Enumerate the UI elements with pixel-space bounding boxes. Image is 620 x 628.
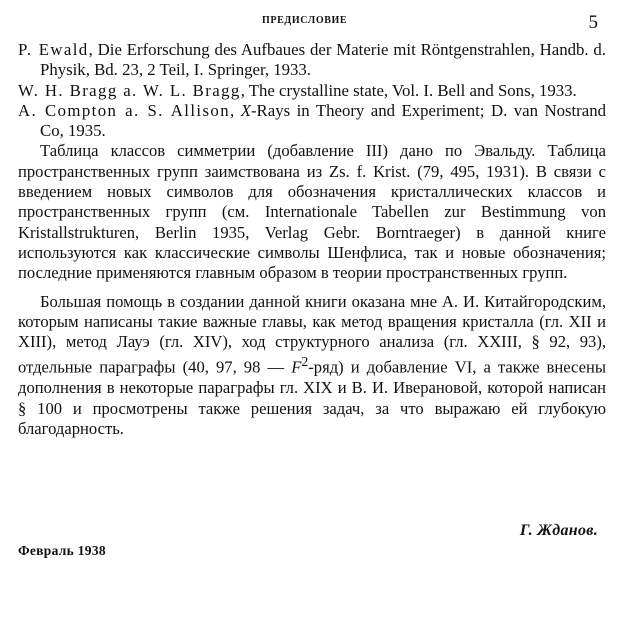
paragraph-acknowledgements xyxy=(18,292,606,440)
reference-bragg xyxy=(18,81,606,101)
running-head xyxy=(0,12,620,32)
paragraph-symmetry-tables: Таблица классов симметрии (добавление III) дано по Эвальду. Таблица пространственных групп заимствована из Zs. f. Krist. (79, 495, 1931). В связи с введением новых символов для обозначения кристаллических классов и пространственных групп (см. Internationale Tabellen zur Bestimmung von Kristallstrukturen, Berlin 1935, Verlag Gebr. Borntraeger) в данной книге используются как классические символы Шенфлиса, так и новые обозначения; последние применяются главным образом в теории пространственных групп. xyxy=(18,141,606,283)
author-signature: Г. Жданов. xyxy=(519,522,598,539)
acknowledgements-text-part1: Большая помощь в создании данной книги оказана мне А. И. Китайгородским, которым написаны такие важные главы, как метод вращения кристалла (гл. XII и XIII), метод Лауэ (гл. XIV), ход структурного анализа (гл. XXIII, § 92, 93), отдельные параграфы (40, 97, 98 — xyxy=(18,291,606,377)
reference-authors: W. H. Bragg a. W. L. Bragg xyxy=(18,80,241,100)
acknowledgements-text-part2: -ряд) и добавление VI, а также внесены дополнения в некоторые параграфы гл. XIX и В. И. Иверановой, которой написан § 100 и просмотрены также решения задач, за что выражаю ей глубокую благодарность. xyxy=(18,357,606,438)
reference-authors: A. Compton a. S. Allison xyxy=(18,100,231,120)
reference-text: , The crystalline state, Vol. I. Bell and Sons, 1933. xyxy=(240,80,577,100)
reference-text: -Rays in Theory and Experiment; D. van Nostrand Co, 1935. xyxy=(40,100,606,141)
running-head-title: ПРЕДИСЛОВИЕ xyxy=(262,15,348,26)
reference-compton xyxy=(18,101,606,142)
reference-authors: P. Ewald xyxy=(18,40,89,59)
preface-body xyxy=(18,40,606,439)
reference-separator: , xyxy=(230,100,241,120)
f-squared-symbol: F xyxy=(291,357,302,377)
reference-ewald xyxy=(18,40,606,81)
reference-title-italic: X xyxy=(240,100,251,120)
reference-text: , Die Erforschung des Aufbaues der Materie mit Röntgenstrahlen, Handb. d. Physik, Bd. 23, 2 Teil, I. Springer, 1933. xyxy=(40,40,607,80)
page-number: 5 xyxy=(588,12,598,33)
f-squared-superscript: 2 xyxy=(301,354,309,370)
preface-date: Февраль 1938 xyxy=(18,543,106,558)
